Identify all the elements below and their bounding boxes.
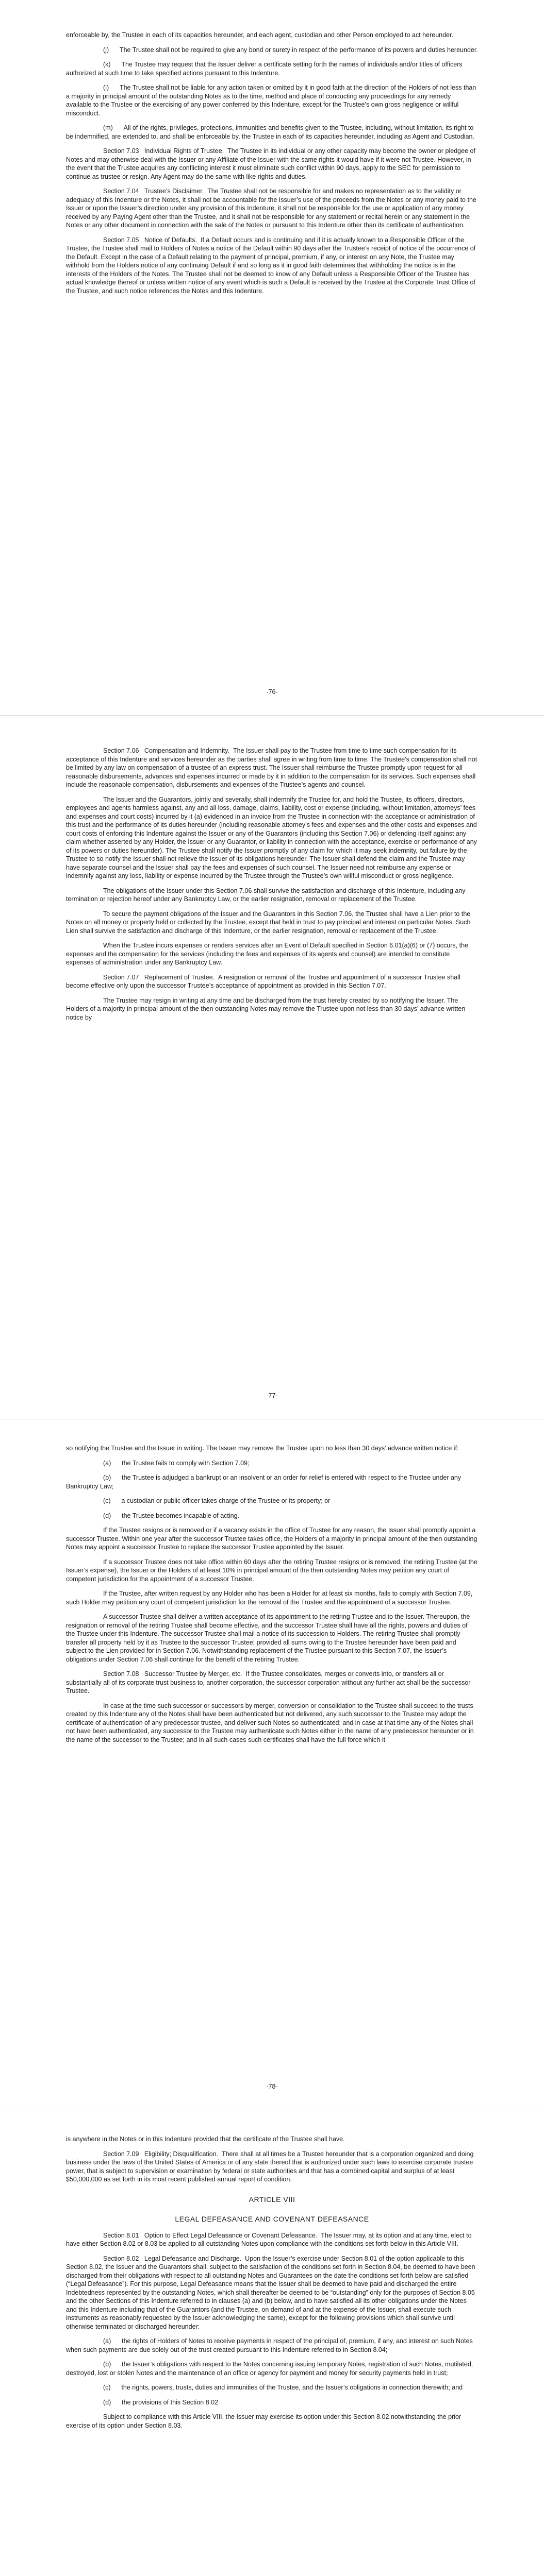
paragraph: The Issuer and the Guarantors, jointly and severally, shall indemnify the Trustee for, and hold the Trustee, its officers, directors, employees and agents harmless against, any and all loss, damage, claims, liability, cost or expense (including, without limitation, attorneys’ fees and expenses and court costs) incurred by it (a) evidenced in an invoice from the Trustee in connection with the acceptance or administration of this trust and the performance of its duties hereunder (including reasonable attorney’s fees and expenses and the other costs and expenses and court costs of enforcing this Indenture against the Issuer or any of the Guarantors (including this Section 7.06) or defending itself against any claim whether asserted by any Holder, the Issuer or any Guarantor, or liability in connection with the acceptance, exercise or performance of any of its powers or duties hereunder). The Trustee shall notify the Issuer promptly of any claim for which it may seek indemnity, but failure by the Trustee to so notify the Issuer shall not relieve the Issuer of its obligations hereunder. The Issuer shall defend the claim and the Trustee may have separate counsel and the Issuer shall pay the fees and expenses of such counsel. The Issuer need not reimburse any expense or indemnify against any loss, liability or expense incurred by the Trustee through the Trustee’s own willful misconduct or gross negligence. xyxy=(66,795,477,879)
article-title: ARTICLE VIII xyxy=(249,2195,295,2204)
paragraph: If the Trustee resigns or is removed or if a vacancy exists in the office of Trustee for any reason, the Issuer shall promptly appoint a successor Trustee. Within one year after the successor Trustee takes office, the Holders of a majority in principal amount of the then outstanding Notes may appoint a successor Trustee to replace the successor Trustee appointed by the Issuer. xyxy=(66,1527,477,1551)
clause-d: (d) the provisions of this Section 8.02. xyxy=(103,2398,220,2406)
page-number: -76- xyxy=(266,688,278,696)
clause-c: (c) the rights, powers, trusts, duties and immunities of the Trustee, and the Issuer’s obligations in connection therewith; and xyxy=(103,2384,463,2391)
page-number: -77- xyxy=(266,1392,278,1399)
section-8-01: Section 8.01 Option to Effect Legal Defeasance or Covenant Defeasance. The Issuer may, at its option and at any time, elect to have either Section 8.02 or 8.03 be applied to all outstanding Notes upon compliance with the conditions set forth below in this Article VIII. xyxy=(66,2231,472,2247)
clause-b: (b) the Issuer’s obligations with respect to the Notes concerning issuing temporary Notes, registration of such Notes, mutilated, destroyed, lost or stolen Notes and the maintenance of an office or agency for payment and money for security payments held in trust; xyxy=(66,2361,473,2377)
article-subtitle: LEGAL DEFEASANCE AND COVENANT DEFEASANCE xyxy=(175,2214,369,2223)
clause-m: (m) All of the rights, privileges, protections, immunities and benefits given to the Trustee, including, without limitation, its right to be indemnified, are extended to, and shall be enforceable by, the Trustee in each of its capacities hereunder, including as Agent and Custodian. xyxy=(66,124,474,140)
paragraph: When the Trustee incurs expenses or renders services after an Event of Default specified in Section 6.01(a)(6) or (7) occurs, the expenses and the compensation for the services (including the fees and expenses of its agents and counsel) are intended to constitute expenses of administration under any Bankruptcy Law. xyxy=(66,942,468,966)
section-7-05: Section 7.05 Notice of Defaults. If a Default occurs and is continuing and if it is actually known to a Responsible Officer of the Trustee, the Trustee shall mail to Holders of Notes a notice of the Default within 90 days after the Trustee’s receipt of notice of the occurrence of the Default. Except in the case of a Default relating to the payment of principal, premium, if any, or interest on any Note, the Trustee may withhold from the Holders notice of any continuing Default if and so long as it in good faith determines that withholding the notice is in the interests of the Holders of the Notes. The Trustee shall not be deemed to know of any Default unless a Responsible Officer of the Trustee has actual knowledge thereof or unless written notice of any event which is such a Default is received by the Trustee at the Corporate Trust Office of the Trustee, and such notice references the Notes and this Indenture. xyxy=(66,236,476,295)
paragraph: The obligations of the Issuer under this Section 7.06 shall survive the satisfaction and discharge of this Indenture, including any termination or rejection hereof under any Bankruptcy Law, or the earlier resignation, removal or replacement of the Trustee. xyxy=(66,887,466,903)
page-number: -78- xyxy=(266,2083,278,2090)
page-78 xyxy=(0,1419,544,2110)
paragraph: is anywhere in the Notes or in this Indenture provided that the certificate of the Trustee shall have. xyxy=(66,2136,345,2143)
paragraph: enforceable by, the Trustee in each of its capacities hereunder, and each agent, custodian and other Person employed to act hereunder. xyxy=(66,31,453,39)
clause-b: (b) the Trustee is adjudged a bankrupt or an insolvent or an order for relief is entered with respect to the Trustee under any Bankruptcy Law; xyxy=(66,1474,461,1490)
section-7-03: Section 7.03 Individual Rights of Trustee. The Trustee in its individual or any other capacity may become the owner or pledgee of Notes and may otherwise deal with the Issuer or any Affiliate of the Issuer with the same rights it would have if it were not Trustee. However, in the event that the Trustee acquires any conflicting interest it must eliminate such conflict within 90 days, apply to the SEC for permission to continue as trustee or resign. Any Agent may do the same with like rights and duties. xyxy=(66,147,475,180)
paragraph: To secure the payment obligations of the Issuer and the Guarantors in this Section 7.06, the Trustee shall have a Lien prior to the Notes on all money or property held or collected by the Trustee, except that held in trust to pay principal and interest on particular Notes. Such Lien shall survive the satisfaction and discharge of this Indenture, or the earlier resignation, removal or replacement of the Trustee. xyxy=(66,910,471,935)
paragraph: Subject to compliance with this Article VIII, the Issuer may exercise its option under this Section 8.02 notwithstanding the prior exercise of its option under Section 8.03. xyxy=(66,2413,461,2429)
clause-d: (d) the Trustee becomes incapable of acting. xyxy=(103,1512,240,1519)
clause-l: (l) The Trustee shall not be liable for any action taken or omitted by it in good faith at the direction of the Holders of not less than a majority in principal amount of the outstanding Notes as to the time, method and place of conducting any proceedings for any remedy available to the Trustee or the exercising of any power conferred by this Indenture, except for the Trustee’s own gross negligence or willful misconduct. xyxy=(66,84,476,117)
page-76 xyxy=(0,0,544,715)
section-7-06: Section 7.06 Compensation and Indemnity. The Issuer shall pay to the Trustee from time to time such compensation for its acceptance of this Indenture and services hereunder as the parties shall agree in writing from time to time. The Trustee’s compensation shall not be limited by any law on compensation of a trustee of an express trust. The Issuer shall reimburse the Trustee promptly upon request for all reasonable disbursements, advances and expenses incurred or made by it in addition to the compensation for its services. Such expenses shall include the reasonable compensation, disbursements and expenses of the Trustee’s agents and counsel. xyxy=(66,747,477,788)
paragraph: If the Trustee, after written request by any Holder who has been a Holder for at least six months, fails to comply with Section 7.09, such Holder may petition any court of competent jurisdiction for the removal of the Trustee and the appointment of a successor Trustee. xyxy=(66,1590,473,1606)
section-7-04: Section 7.04 Trustee’s Disclaimer. The Trustee shall not be responsible for and makes no representation as to the validity or adequacy of this Indenture or the Notes, it shall not be accountable for the Issuer’s use of the proceeds from the Notes or any money paid to the Issuer or upon the Issuer’s direction under any provision of this Indenture, it shall not be responsible for the use or application of any money received by any Paying Agent other than the Trustee, and it shall not be responsible for any statement or recital herein or any statement in the Notes or any other document in connection with the sale of the Notes or pursuant to this Indenture other than its certificate of authentication. xyxy=(66,188,476,229)
paragraph: In case at the time such successor or successors by merger, conversion or consolidation to the Trustee shall succeed to the trusts created by this Indenture any of the Notes shall have been authenticated but not delivered, any such successor to the Trustee may adopt the certificate of authentication of any predecessor trustee, and deliver such Notes so authenticated; and in case at that time any of the Notes shall not have been authenticated, any successor to the Trustee may authenticate such Notes either in the name of any predecessor hereunder or in the name of the successor to the Trustee; and in all such cases such certificates shall have the full force which it xyxy=(66,1702,474,1743)
paragraph: A successor Trustee shall deliver a written acceptance of its appointment to the retiring Trustee and to the Issuer. Thereupon, the resignation or removal of the retiring Trustee shall become effective, and the successor Trustee shall have all the rights, powers and duties of the Trustee under this Indenture. The successor Trustee shall mail a notice of its succession to Holders. The retiring Trustee shall promptly transfer all property held by it as Trustee to the successor Trustee; provided all sums owing to the Trustee hereunder have been paid and subject to the Lien provided for in Section 7.06. Notwithstanding replacement of the Trustee pursuant to this Section 7.07, the Issuer’s obligations under Section 7.06 shall continue for the benefit of the retiring Trustee. xyxy=(66,1613,470,1663)
clause-k: (k) The Trustee may request that the Issuer deliver a certificate setting forth the names of individuals and/or titles of officers authorized at such time to take specified actions pursuant to this Indenture. xyxy=(66,61,463,77)
paragraph: so notifying the Trustee and the Issuer in writing. The Issuer may remove the Trustee upon no less than 30 days’ advance written notice if: xyxy=(66,1445,459,1452)
section-8-02: Section 8.02 Legal Defeasance and Discharge. Upon the Issuer’s exercise under Section 8.01 of the option applicable to this Section 8.02, the Issuer and the Guarantors shall, subject to the satisfaction of the conditions set forth in Section 8.04, be deemed to have been discharged from their obligations with respect to all outstanding Notes and Guarantees on the date the conditions set forth below are satisfied (“Legal Defeasance”). For this purpose, Legal Defeasance means that the Issuer shall be deemed to have paid and discharged the entire Indebtedness represented by the outstanding Notes, which shall thereafter be deemed to be “outstanding” only for the purposes of Section 8.05 and the other Sections of this Indenture referred to in clauses (a) and (b) below, and to have satisfied all its other obligations under the Notes and this Indenture including that of the Guarantors (and the Trustee, on demand of and at the expense of the Issuer, shall execute such instruments as reasonably requested by the Issuer acknowledging the same), except for the following provisions which shall survive until otherwise terminated or discharged hereunder: xyxy=(66,2255,475,2330)
clause-c: (c) a custodian or public officer takes charge of the Trustee or its property; or xyxy=(103,1497,331,1504)
paragraph: If a successor Trustee does not take office within 60 days after the retiring Trustee resigns or is removed, the retiring Trustee (at the Issuer’s expense), the Issuer or the Holders of at least 10% in principal amount of the then outstanding Notes may petition any court of competent jurisdiction for the appointment of a successor Trustee. xyxy=(66,1558,477,1583)
section-7-08: Section 7.08 Successor Trustee by Merger, etc. If the Trustee consolidates, merges or converts into, or transfers all or substantially all of its corporate trust business to, another corporation, the successor corporation without any further act shall be the successor Trustee. xyxy=(66,1670,471,1694)
paragraph: The Trustee may resign in writing at any time and be discharged from the trust hereby created by so notifying the Issuer. The Holders of a majority in principal amount of the then outstanding Notes may remove the Trustee upon not less than 30 days’ advance written notice by xyxy=(66,996,466,1021)
clause-a: (a) the Trustee fails to comply with Section 7.09; xyxy=(103,1459,250,1467)
clause-a: (a) the rights of Holders of Notes to receive payments in respect of the principal of, premium, if any, and interest on such Notes when such payments are due solely out of the trust created pursuant to this Indenture referred to in Section 8.04; xyxy=(66,2337,473,2353)
clause-j: (j) The Trustee shall not be required to give any bond or surety in respect of the performance of its powers and duties hereunder. xyxy=(103,46,478,54)
page-79 xyxy=(0,2110,544,2576)
section-7-07: Section 7.07 Replacement of Trustee. A resignation or removal of the Trustee and appointment of a successor Trustee shall become effective only upon the successor Trustee’s acceptance of appointment as provided in this Section 7.07. xyxy=(66,973,460,989)
page-77 xyxy=(0,716,544,1419)
section-7-09: Section 7.09 Eligibility; Disqualification. There shall at all times be a Trustee hereunder that is a corporation organized and doing business under the laws of the United States of America or of any state thereof that is authorized under such laws to exercise corporate trustee power, that is subject to supervision or examination by federal or state authorities and that has a combined capital and surplus of at least $50,000,000 as set forth in its most recent published annual report of condition. xyxy=(66,2150,474,2183)
